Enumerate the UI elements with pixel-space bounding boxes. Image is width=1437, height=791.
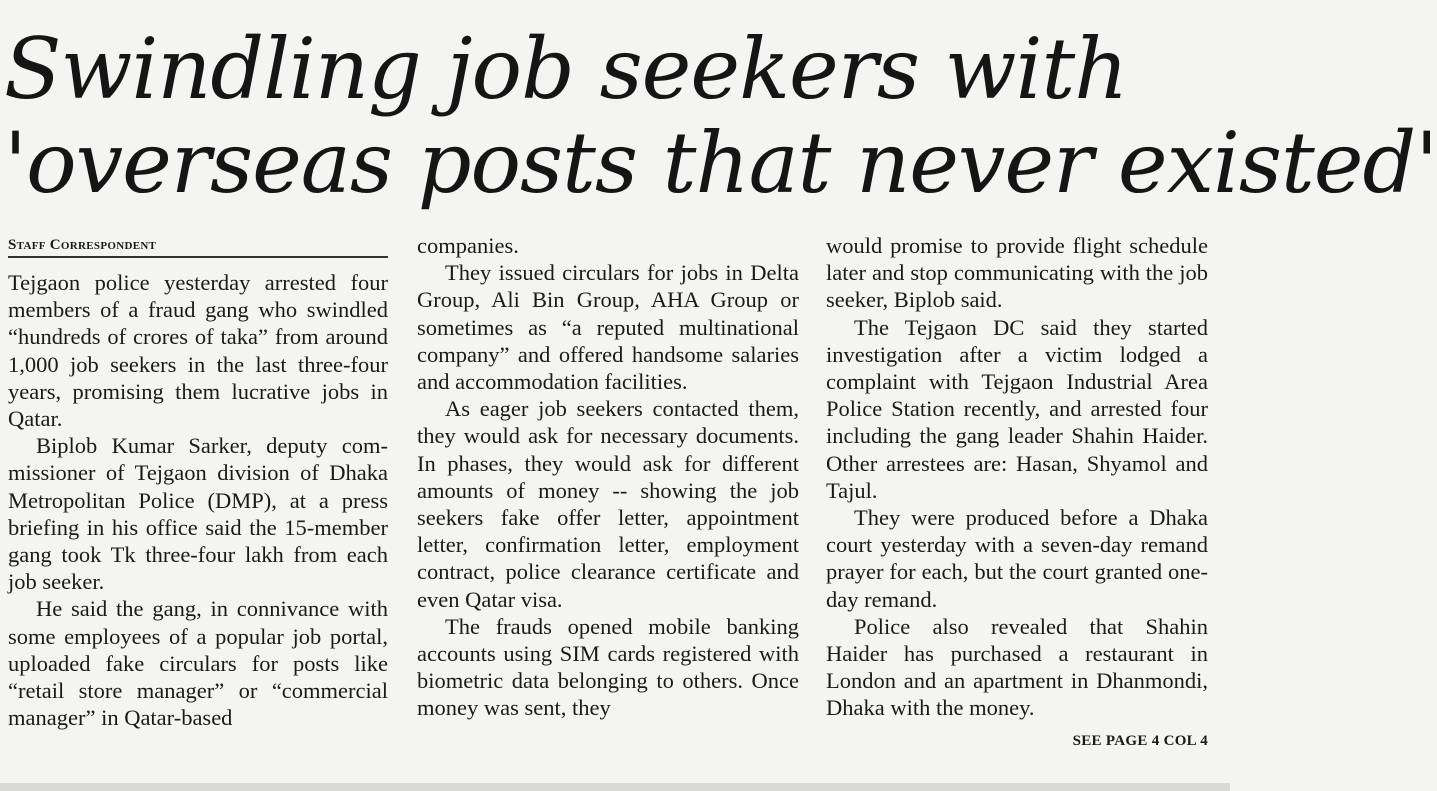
paragraph-5: As eager job seekers contacted them, they would ask for necessary documents. In phases, they would ask for different amounts of money -- showing the job seekers fake offer letter, appointment letter, confirmation letter, employment contract, police clearance certificate and even Qatar visa.	[417, 396, 799, 612]
byline: Staff Correspondent	[8, 232, 388, 258]
paragraph-6: The frauds opened mobile banking accounts using SIM cards registered with biometric data belonging to others. Once money was sent, they	[417, 613, 799, 721]
continuation-note: SEE PAGE 4 COL 4	[1072, 732, 1208, 749]
paragraph-7: The Tejgaon DC said they started investigation after a victim lodged a complaint with Tejgaon Industrial Area Police Station recently, and arrested four including the gang leader Shahin Haider. Other arrestees are: Hasan, Shyamol and Tajul.	[826, 314, 1208, 503]
paragraph-2: Biplob Kumar Sarker, deputy commissioner of Tejgaon division of Dhaka Metropolitan Police (DMP), at a press briefing in his office said the 15-member gang took Tk three-four lakh from each job seeker.	[8, 433, 388, 595]
article-column-1	[8, 232, 388, 731]
paragraph-3-continued: companies.	[417, 233, 519, 258]
bottom-border	[0, 783, 1230, 791]
paragraph-8: They were produced before a Dhaka court yesterday with a seven-day remand prayer for each, but the court granted one-day remand.	[826, 505, 1208, 612]
headline-line-1: Swindling job seekers with	[4, 20, 1128, 118]
paragraph-3: He said the gang, in connivance with some employees of a popular job portal, uploaded fake circulars for posts like “retail store manager” or “commercial manager” in Qatar-based	[8, 596, 388, 731]
paragraph-6-continued: would promise to provide flight schedule later and stop communicating with the job seeker, Biplob said.	[826, 233, 1208, 313]
headline	[4, 20, 1437, 212]
headline-line-2: 'overseas posts that never existed'	[4, 114, 1437, 212]
paragraph-1: Tejgaon police yesterday arrested four members of a fraud gang who swindled “hundreds of crores of taka” from around 1,000 job seekers in the last three-four years, promising them lucrative jobs in Qatar.	[8, 270, 388, 432]
paragraph-9: Police also revealed that Shahin Haider has purchased a restaurant in London and an apartment in Dhanmondi, Dhaka with the money.	[826, 613, 1208, 721]
paragraph-4: They issued circulars for jobs in Delta Group, Ali Bin Group, AHA Group or sometimes as “a reputed multinational company” and offered handsome salaries and accommodation facilities.	[417, 260, 799, 395]
article-column-2	[417, 232, 799, 722]
article-column-3	[826, 232, 1208, 755]
